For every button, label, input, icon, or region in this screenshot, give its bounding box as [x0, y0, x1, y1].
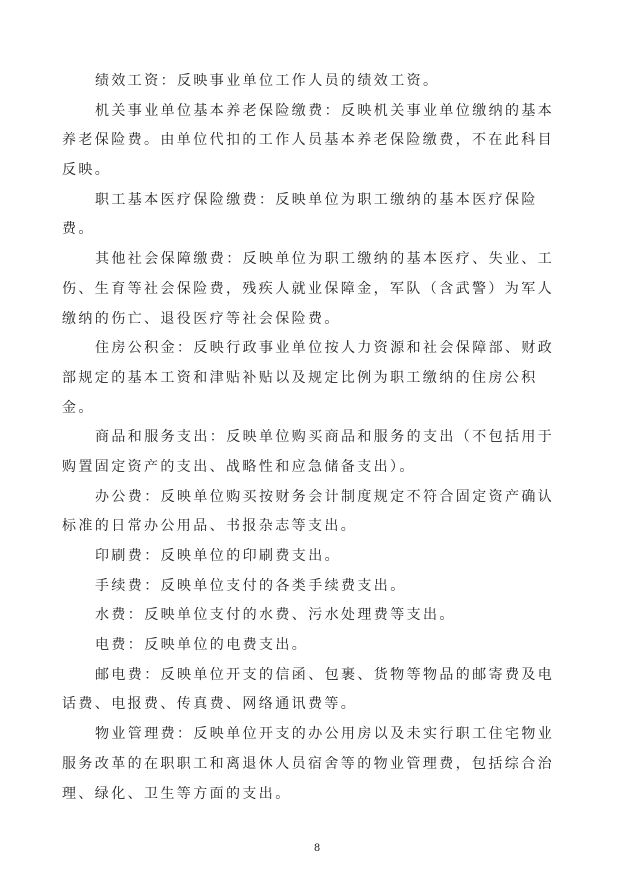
text-line: 商品和服务支出：反映单位购买商品和服务的支出（不包括用于 — [95, 429, 555, 446]
paragraph — [62, 572, 562, 602]
document-body — [62, 67, 562, 809]
text-line: 住房公积金：反映行政事业单位按人力资源和社会保障部、财政 — [95, 340, 555, 357]
text-line: 购置固定资产的支出、战略性和应急储备支出）。 — [62, 458, 416, 475]
text-line: 印刷费：反映单位的印刷费支出。 — [95, 548, 341, 564]
text-line: 其他社会保障缴费：反映单位为职工缴纳的基本医疗、失业、工 — [95, 251, 555, 268]
text-line: 缴纳的伤亡、退役医疗等社会保险费。 — [62, 310, 341, 327]
paragraph — [62, 334, 562, 423]
text-line: 标准的日常办公用品、书报杂志等支出。 — [62, 518, 358, 535]
text-line: 养老保险费。由单位代扣的工作人员基本养老保险缴费，不在此科目 — [62, 132, 554, 149]
paragraph — [62, 186, 562, 245]
text-line: 物业管理费：反映单位开支的办公用房以及未实行职工住宅物业 — [95, 726, 555, 743]
text-line: 水费：反映单位支付的水费、污水处理费等支出。 — [95, 607, 456, 624]
paragraph — [62, 67, 562, 97]
text-line: 伤、生育等社会保险费，残疾人就业保障金，军队（含武警）为军人 — [62, 280, 554, 297]
paragraph — [62, 661, 562, 720]
text-line: 职工基本医疗保险缴费：反映单位为职工缴纳的基本医疗保险 — [95, 191, 538, 208]
text-line: 电费：反映单位的电费支出。 — [95, 637, 309, 654]
text-line: 反映。 — [62, 162, 112, 179]
text-line: 绩效工资：反映事业单位工作人员的绩效工资。 — [95, 73, 440, 89]
page-number: 8 — [313, 843, 321, 854]
paragraph — [62, 631, 562, 661]
text-line: 金。 — [62, 399, 95, 416]
paragraph — [62, 483, 562, 542]
text-line: 办公费：反映单位购买按财务会计制度规定不符合固定资产确认 — [95, 488, 555, 505]
paragraph — [62, 601, 562, 631]
text-line: 手续费：反映单位支付的各类手续费支出。 — [95, 577, 407, 594]
text-line: 邮电费：反映单位开支的信函、包裹、货物等物品的邮寄费及电 — [95, 666, 555, 683]
paragraph — [62, 542, 562, 572]
paragraph — [62, 720, 562, 809]
paragraph — [62, 97, 562, 186]
text-line: 理、绿化、卫生等方面的支出。 — [62, 785, 292, 802]
paragraph — [62, 423, 562, 482]
paragraph — [62, 245, 562, 334]
text-line: 服务改革的在职职工和离退休人员宿舍等的物业管理费，包括综合治 — [62, 755, 554, 772]
text-line: 费。 — [62, 221, 95, 238]
text-line: 部规定的基本工资和津贴补贴以及规定比例为职工缴纳的住房公积 — [62, 369, 538, 386]
text-line: 机关事业单位基本养老保险缴费：反映机关事业单位缴纳的基本 — [95, 102, 555, 119]
text-line: 话费、电报费、传真费、网络通讯费等。 — [62, 696, 358, 713]
